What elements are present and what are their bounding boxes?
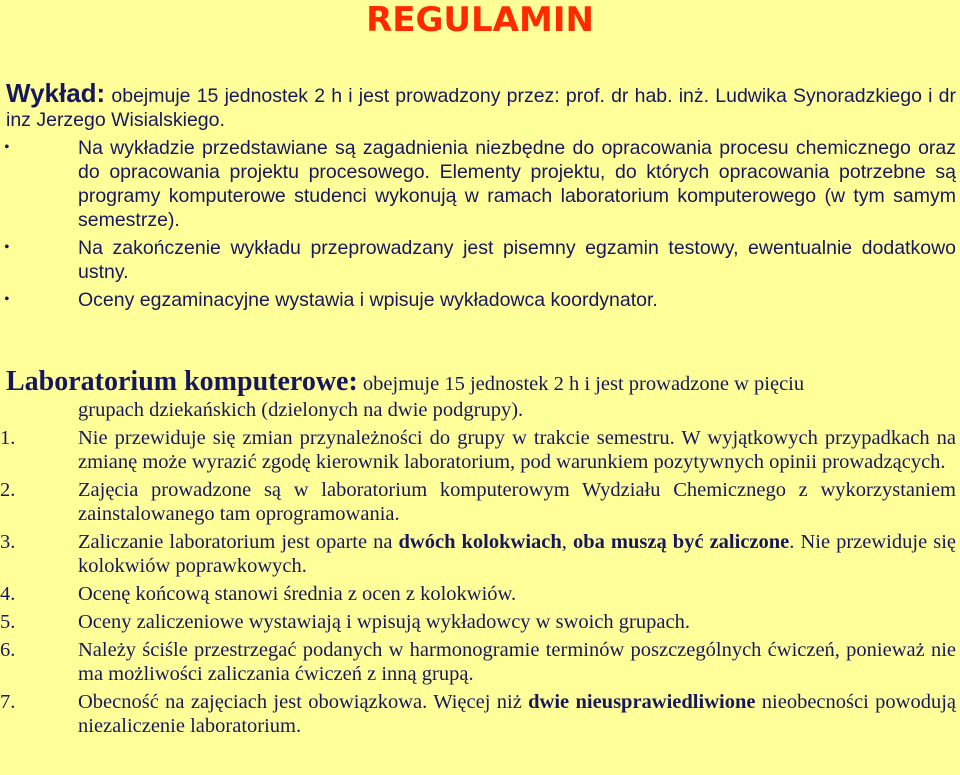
item-number: 2.: [0, 479, 16, 501]
list-item: [0, 530, 956, 578]
list-item-text: Oceny egzaminacyjne wystawia i wpisuje wykładowca koordynator.: [78, 289, 658, 311]
item-number: 4.: [0, 583, 16, 605]
list-item: [0, 690, 956, 738]
item-number: 6.: [0, 639, 16, 661]
list-item: [0, 426, 956, 474]
list-item: [6, 136, 956, 232]
list-item-text: Nie przewiduje się zmian przynależności do grupy w trakcie semestru. W wyjątkowych przypadkach na zmianę może wyrazić zgodę kierownik laboratorium, pod warunkiem pozytywnych opinii prowadzących.: [78, 427, 956, 473]
item-number: 1.: [0, 427, 16, 449]
list-item: [0, 638, 956, 686]
lab-section: [0, 366, 956, 738]
list-item-text-pre: Obecność na zajęciach jest obowiązkowa. Więcej niż: [78, 691, 529, 713]
item-number: 3.: [0, 531, 16, 553]
lab-numbered-list: [0, 426, 956, 738]
item-number: 7.: [0, 691, 16, 713]
lab-intro: [6, 366, 956, 422]
list-item-text-post: nieobecności powodują niezaliczenie laboratorium.: [78, 691, 956, 737]
bullet-icon: •: [4, 291, 10, 308]
lab-intro-continuation: grupach dziekańskich (dzielonych na dwie podgrupy).: [78, 399, 524, 421]
list-item: [6, 236, 956, 284]
list-item-text: Ocenę końcową stanowi średnia z ocen z kolokwiów.: [78, 583, 517, 605]
list-item-text: Zajęcia prowadzone są w laboratorium komputerowym Wydziału Chemicznego z wykorzystaniem zainstalowanego tam oprogramowania.: [78, 479, 956, 525]
list-item: [0, 478, 956, 526]
lecture-heading: Wykład:: [6, 78, 106, 108]
list-item: [0, 610, 956, 634]
list-item-text: Na wykładzie przedstawiane są zagadnienia niezbędne do opracowania procesu chemicznego oraz do opracowania projektu procesowego. Elementy projektu, do których opracowania potrzebne są programy komputerowe studenci wykonują w ramach laboratorium komputerowego (w tym samym semestrze).: [78, 137, 956, 231]
list-item: [6, 288, 956, 312]
list-item-text: Należy ściśle przestrzegać podanych w harmonogramie terminów poszczególnych ćwiczeń, ponieważ nie ma możliwości zaliczania ćwiczeń z inną grupą.: [78, 639, 956, 685]
list-item-text-pre: Zaliczanie laboratorium jest oparte na: [78, 531, 399, 553]
list-item-text: Oceny zaliczeniowe wystawiają i wpisują wykładowcy w swoich grupach.: [78, 611, 690, 633]
lecture-bullet-list: [6, 136, 956, 312]
lab-intro-text: obejmuje 15 jednostek 2 h i jest prowadzone w pięciu: [357, 373, 805, 395]
bullet-icon: •: [4, 139, 10, 156]
item-number: 5.: [0, 611, 16, 633]
bullet-icon: •: [4, 239, 10, 256]
page-title: REGULAMIN: [366, 0, 594, 40]
bold-phrase: dwóch kolokwiach: [398, 531, 562, 553]
list-item-text-post: . Nie przewiduje się kolokwiów poprawkowych.: [78, 531, 956, 577]
list-item: [0, 582, 956, 606]
bold-phrase: oba muszą być zaliczone: [572, 531, 790, 553]
bold-phrase: dwie nieusprawiedliwione: [528, 691, 756, 713]
lab-heading: Laboratorium komputerowe:: [6, 366, 358, 397]
lecture-intro-text: obejmuje 15 jednostek 2 h i jest prowadzony przez: prof. dr hab. inż. Ludwika Synoradzkiego i dr inz Jerzego Wisialskiego.: [6, 85, 956, 131]
list-item-text-mid: ,: [561, 531, 573, 553]
lecture-intro: [6, 78, 956, 132]
lecture-section: [6, 78, 956, 312]
list-item-text: Na zakończenie wykładu przeprowadzany jest pisemny egzamin testowy, ewentualnie dodatkowo ustny.: [78, 237, 956, 283]
